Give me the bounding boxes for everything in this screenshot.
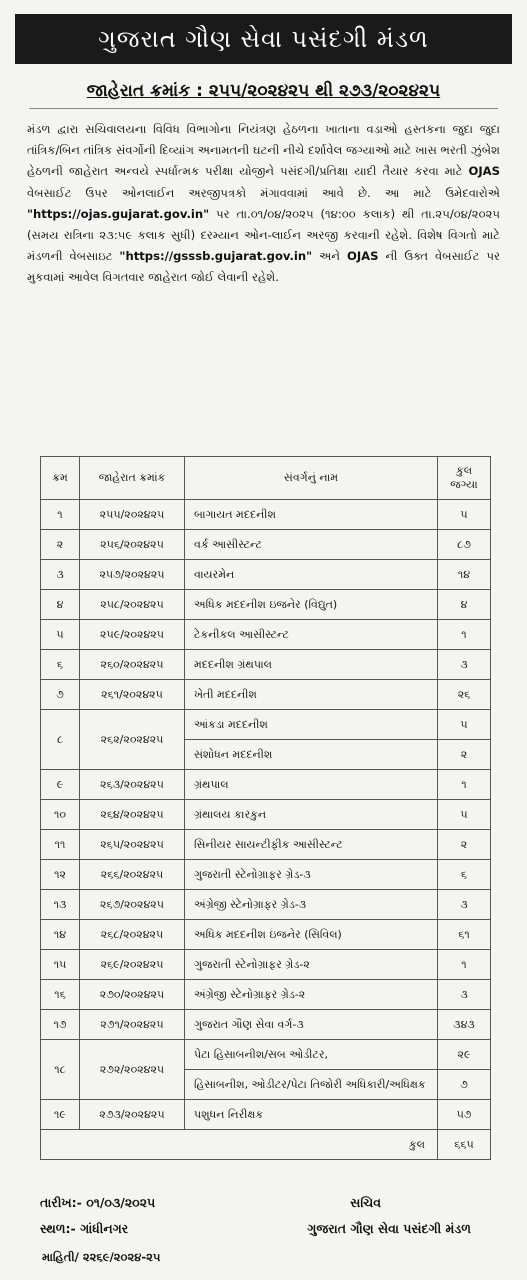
posts-table [40,456,491,1160]
total-label: કુલ [41,1130,438,1160]
intro-text-2: વેબસાઈટ ઉપર ઓનલાઈન અરજીપત્રકો મંગાવવામાં આવે છે. આ માટે ઉમેદવારોએ [27,185,500,200]
table-row-sub: સંશોધન મદદનીશ ૨ [41,740,491,770]
footer-line-1 [40,1195,491,1215]
intro-text-3: પર તા.૦૧/૦૪/૨૦૨૫ (૧૪:૦૦ કલાક) થી તા.૨૫/૦૪/૨૦૨૫ (સમય રાત્રિના ૨૩:૫૯ કલાક સુધી) દરમ્યાન ઓન-લાઈન અરજી કરવાની રહેશે. વિશેષ વિગતો માટે મંડળની વેબસાઇટ [27,206,500,264]
header-serial: ક્રમ [41,457,80,500]
table-row: ૩ ૨૫૭/૨૦૨૪૨૫ વાયરમેન ૧૪ [41,560,491,590]
table-row: ૧૮ ૨૭૨/૨૦૨૪૨૫ પેટા હિસાબનીશ/સબ ઓડીટર, ૨૯ [41,1040,491,1070]
table-row: ૭ ૨૬૧/૨૦૨૪૨૫ ખેતી મદદનીશ ૨૬ [41,680,491,710]
board-title-banner [15,14,512,64]
ojas-label-2: OJAS [346,249,379,264]
header-total-posts: કુલ જગ્યા [438,457,491,500]
total-value: ૬૬૫ [438,1130,491,1160]
ojas-url[interactable]: "https://ojas.gujarat.gov.in" [27,206,210,221]
table-row: ૧ ૨૫૫/૨૦૨૪૨૫ બાગાયત મદદનીશ ૫ [41,500,491,530]
footer-date: તારીખ:- ૦૧/૦૩/૨૦૨૫ [40,1195,156,1210]
intro-paragraph [27,119,500,469]
intro-text-4: અને [319,249,341,264]
footer-org: ગુજરાત ગૌણ સેવા પસંદગી મંડળ [307,1221,471,1236]
board-title: ગુજરાત ગૌણ સેવા પસંદગી મંડળ [98,25,429,53]
table-row: ૮ ૨૬૨/૨૦૨૪૨૫ આંકડા મદદનીશ ૫ [41,710,491,740]
gsssb-url[interactable]: "https://gsssb.gujarat.gov.in" [119,249,313,264]
table-row-sub: હિસાબનીશ, ઓડીટર/પેટા તિજોરી અધિકારી/અધિક્ષક ૭ [41,1070,491,1100]
table-header-row [41,457,491,500]
footer-place: સ્થળ:- ગાંધીનગર [40,1221,129,1236]
ojas-label: OJAS [468,164,500,179]
table-row: ૧૯ ૨૭૩/૨૦૨૪૨૫ પશુધન નિરીક્ષક ૫૭ [41,1100,491,1130]
advertisement-number-title: જાહેરાત ક્રમાંક : ૨૫૫/૨૦૨૪૨૫ થી ૨૭૩/૨૦૨૪૨૫ [29,74,498,109]
table-total-row [41,1130,491,1160]
footer-ref: માહિતી/ ૨૨૬૯/૨૦૨૪-૨૫ [42,1250,161,1264]
table-row: ૧૪ ૨૬૮/૨૦૨૪૨૫ અધિક મદદનીશ ઇજનેર (સિવિલ) ૬૧ [41,920,491,950]
table-row: ૧૦ ૨૬૪/૨૦૨૪૨૫ ગ્રંથાલય કારકુન ૫ [41,800,491,830]
footer-designation: સચિવ [350,1195,381,1210]
footer-line-3 [42,1250,493,1268]
table-row: ૫ ૨૫૯/૨૦૨૪૨૫ ટેકનીકલ આસીસ્ટન્ટ ૧ [41,620,491,650]
footer-line-2 [40,1221,491,1241]
table-row: ૧૭ ૨૭૧/૨૦૨૪૨૫ ગુજરાત ગૌણ સેવા વર્ગ-૩ ૩૪૩ [41,1010,491,1040]
table-row: ૨ ૨૫૬/૨૦૨૪૨૫ વર્ક આસીસ્ટન્ટ ૮૭ [41,530,491,560]
header-advt-no: જાહેરાત ક્રમાંક [80,457,185,500]
table-row: ૧૬ ૨૭૦/૨૦૨૪૨૫ અંગ્રેજી સ્ટેનોગ્રાફર ગ્રેડ-૨ ૩ [41,980,491,1010]
table-row: ૯ ૨૬૩/૨૦૨૪૨૫ ગ્રંથપાલ ૧ [41,770,491,800]
table-row: ૪ ૨૫૮/૨૦૨૪૨૫ અધિક મદદનીશ ઇજનેર (વિદ્યુત) ૪ [41,590,491,620]
table-row: ૧૫ ૨૬૯/૨૦૨૪૨૫ ગુજરાતી સ્ટેનોગ્રાફર ગ્રેડ-૨ ૧ [41,950,491,980]
header-post-name: સંવર્ગનું નામ [185,457,438,500]
table-row: ૧૧ ૨૬૫/૨૦૨૪૨૫ સિનીયર સાયન્ટીફીક આસીસ્ટન્ટ ૨ [41,830,491,860]
table-row: ૧૨ ૨૬૬/૨૦૨૪૨૫ ગુજરાતી સ્ટેનોગ્રાફર ગ્રેડ-૩ ૬ [41,860,491,890]
table-row: ૧૩ ૨૬૭/૨૦૨૪૨૫ અંગ્રેજી સ્ટેનોગ્રાફર ગ્રેડ-૩ ૩ [41,890,491,920]
intro-text-5: ની ઉક્ત વેબસાઈટ પર મુકવામાં આવેલ વિગતવાર જાહેરાત જોઈ લેવાની રહેશે. [27,249,500,285]
intro-text-1: મંડળ દ્વારા સચિવાલયના વિવિધ વિભાગોના નિયંત્રણ હેઠળના ખાતાના વડાઓ હસ્તકના જુદા જુદા તાંત્રિક/બિન તાંત્રિક સંવર્ગોની દિવ્યાંગ અનામતની ઘટની નીચે દર્શાવેલ જગ્યાઓ માટે ખાસ ભરતી ઝુંબેશ હેઠળની જાહેરાત અન્વયે સ્પર્ધાત્મક પરીક્ષા યોજીને પસંદગી/પ્રતિક્ષા યાદી તૈયાર કરવા માટે [27,122,500,179]
table-row: ૬ ૨૬૦/૨૦૨૪૨૫ મદદનીશ ગ્રંથપાલ ૩ [41,650,491,680]
